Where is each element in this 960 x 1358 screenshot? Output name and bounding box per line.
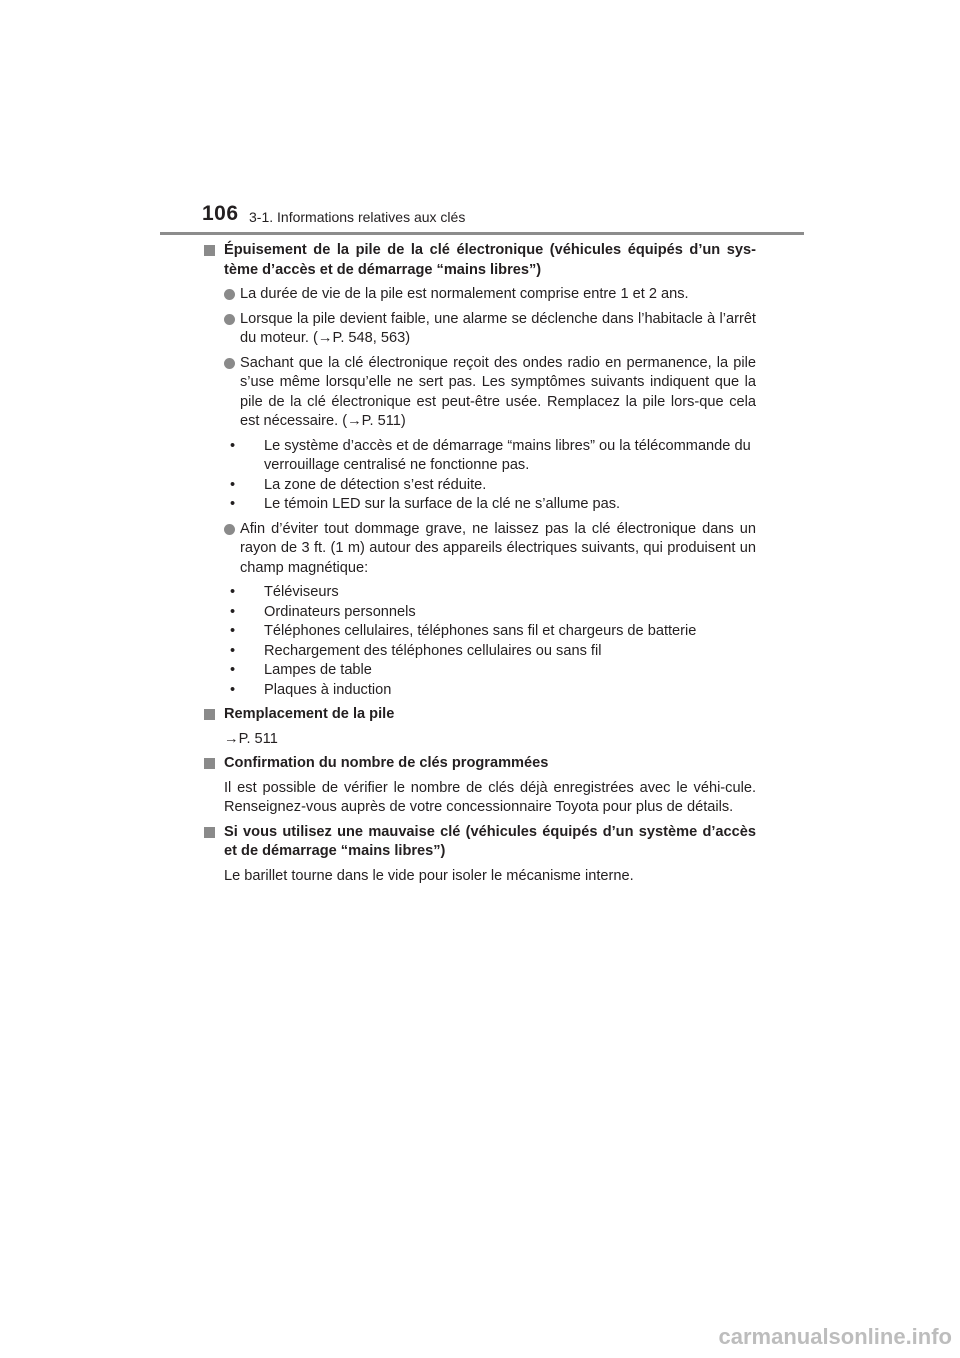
list-mark: • xyxy=(230,662,236,678)
paragraph: Le barillet tourne dans le vide pour isoler le mécanisme interne. xyxy=(224,867,634,884)
device-text: Plaques à induction xyxy=(264,681,392,698)
heading-text: Épuisement de la pile de la clé électronique (véhicules équipés d’un sys-tème d’accès et de démarrage “mains libres”) xyxy=(224,242,756,278)
list-mark: • xyxy=(230,476,236,493)
device-text: Ordinateurs personnels xyxy=(264,603,416,620)
bullet-text: Lorsque la pile devient faible, une alarme se déclenche dans l’habitacle à l’arrêt du moteur. (→P. 548, 563) xyxy=(240,310,756,346)
heading-battery-replacement xyxy=(200,705,756,725)
square-bullet-icon xyxy=(204,709,215,720)
symptom-item xyxy=(224,437,756,476)
bullet-item xyxy=(200,285,756,305)
round-bullet-icon xyxy=(224,289,235,300)
bullet-item xyxy=(200,354,756,432)
bullet-text: Sachant que la clé électronique reçoit des ondes radio en permanence, la pile s’use même lorsqu’elle ne sert pas. Les symptômes suivants indiquent que la pile de la clé électronique est peut-être usée. Remplacez la pile lors-que cela est nécessaire. (→P. 511) xyxy=(240,354,756,429)
header-rule xyxy=(160,232,804,235)
list-mark: • xyxy=(230,496,236,512)
device-item xyxy=(224,583,756,603)
device-text: Téléviseurs xyxy=(264,584,339,600)
symptom-text: Le témoin LED sur la surface de la clé ne s’allume pas. xyxy=(264,496,621,512)
bullet-item xyxy=(200,310,756,349)
symptom-item xyxy=(224,495,756,515)
square-bullet-icon xyxy=(204,245,215,256)
symptom-text: Le système d’accès et de démarrage “mains libres” ou la télécommande du verrouillage centralisé ne fonctionne pas. xyxy=(264,437,751,473)
device-item xyxy=(224,681,756,701)
paragraph: Il est possible de vérifier le nombre de clés déjà enregistrées avec le véhi-cule. Renseignez-vous auprès de votre concessionnaire Toyota pour plus de détails. xyxy=(224,779,756,815)
heading-key-count xyxy=(200,754,756,774)
list-mark: • xyxy=(230,584,236,600)
section-title: 3-1. Informations relatives aux clés xyxy=(249,209,466,225)
list-mark: • xyxy=(230,603,236,620)
page-content xyxy=(200,241,756,891)
heading-battery-depletion xyxy=(200,241,756,280)
heading-text: Si vous utilisez une mauvaise clé (véhicules équipés d’un système d’accès et de démarrage “mains libres”) xyxy=(224,823,756,859)
device-text: Téléphones cellulaires, téléphones sans fil et chargeurs de batterie xyxy=(264,623,697,639)
device-list xyxy=(200,583,756,700)
round-bullet-icon xyxy=(224,314,235,325)
bullet-item xyxy=(200,520,756,579)
device-item xyxy=(224,622,756,642)
list-mark: • xyxy=(230,437,236,454)
device-text: Lampes de table xyxy=(264,662,372,678)
heading-wrong-key xyxy=(200,823,756,862)
bullet-text: Afin d’éviter tout dommage grave, ne laissez pas la clé électronique dans un rayon de 3 ft. (1 m) autour des appareils électriques suivants, qui produisent un champ magnétique: xyxy=(240,520,756,576)
device-item xyxy=(224,661,756,681)
watermark-logo: carmanualsonline.info xyxy=(718,1324,952,1349)
square-bullet-icon xyxy=(204,827,215,838)
symptom-item xyxy=(224,476,756,496)
device-text: Rechargement des téléphones cellulaires ou sans fil xyxy=(264,642,602,659)
bullet-text: La durée de vie de la pile est normalement comprise entre 1 et 2 ans. xyxy=(240,286,689,302)
device-item xyxy=(224,603,756,623)
page-number: 106 xyxy=(202,202,239,225)
page-reference: →P. 511 xyxy=(224,730,278,747)
symptom-list xyxy=(200,437,756,515)
list-mark: • xyxy=(230,681,236,698)
heading-text: Confirmation du nombre de clés programmées xyxy=(224,755,549,771)
device-item xyxy=(224,642,756,662)
heading-text: Remplacement de la pile xyxy=(224,706,395,722)
symptom-text: La zone de détection s’est réduite. xyxy=(264,476,487,493)
round-bullet-icon xyxy=(224,358,235,369)
round-bullet-icon xyxy=(224,524,235,535)
square-bullet-icon xyxy=(204,758,215,769)
list-mark: • xyxy=(230,623,236,639)
page-header xyxy=(0,0,960,240)
list-mark: • xyxy=(230,642,236,659)
